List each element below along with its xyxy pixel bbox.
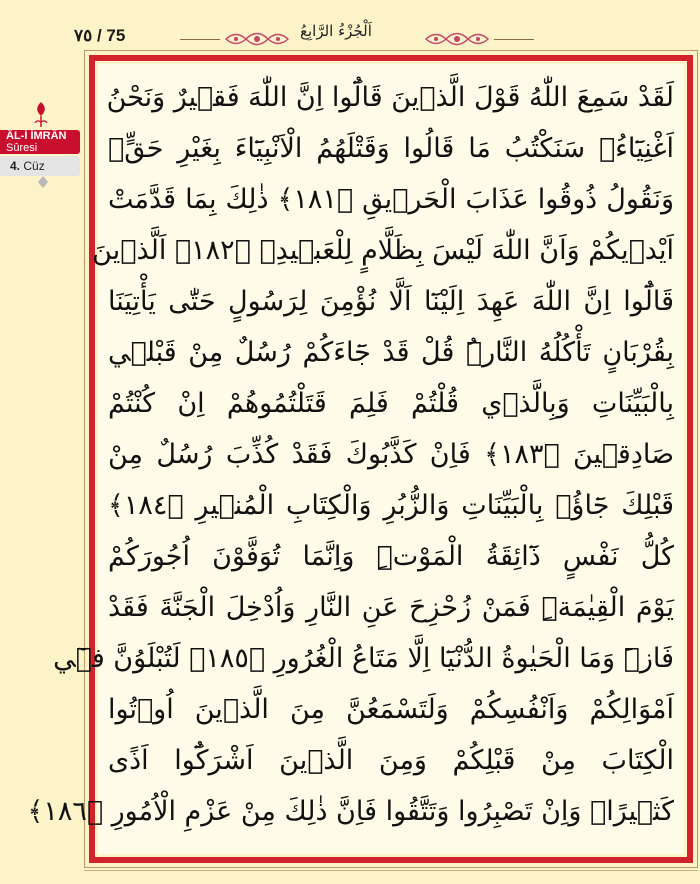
verse-line: كَث۪يرًاۜ وَاِنْ تَصْبِرُوا وَتَتَّقُوا فَاِنَّ ذٰلِكَ مِنْ عَزْمِ الْاُمُورِ ﴿١٨٦﴾ (27, 796, 674, 827)
verse-line: قَبْلِكَ جَٓاؤُ۫ بِالْبَيِّنَاتِ وَالزُّبُرِ وَالْكِتَابِ الْمُن۪يرِ ﴿١٨٤﴾ (108, 490, 674, 521)
page-header (0, 0, 700, 56)
verse-line: اَغْنِيَٓاءُۢ سَنَكْتُبُ مَا قَالُوا وَقَتْلَهُمُ الْاَنْبِيَٓاءَ بِغَيْرِ حَقٍّۙ (108, 133, 674, 164)
bottom-rule (84, 870, 698, 871)
juz-label: Cüz (23, 159, 45, 173)
juz-title: اَلْجُزْءُ الرَّابِعُ (300, 22, 372, 40)
diamond-icon (38, 176, 48, 188)
header-rule-left (180, 39, 220, 40)
juz-number: 4. (10, 159, 21, 173)
header-rule-right (494, 39, 534, 40)
ornament-left-icon (222, 28, 292, 50)
verse-line: فَازَۜ وَمَا الْحَيٰوةُ الدُّنْيَٓا اِلَّا مَتَاعُ الْغُرُورِ ﴿١٨٥﴾ لَتُبْلَوُنَّ ف۪ٓي (53, 643, 674, 674)
verse-line: يَوْمَ الْقِيٰمَةِۜ فَمَنْ زُحْزِحَ عَنِ النَّارِ وَاُدْخِلَ الْجَنَّةَ فَقَدْ (108, 592, 674, 623)
surah-label: Sûresi (6, 142, 38, 154)
verse-line: كُلُّ نَفْسٍ ذَٓائِقَةُ الْمَوْتِۜ وَاِنَّمَا تُوَفَّوْنَ اُجُورَكُمْ (108, 541, 674, 572)
verse-line: الْكِتَابَ مِنْ قَبْلِكُمْ وَمِنَ الَّذ۪ينَ اَشْرَكُٓوا اَذًى (108, 745, 674, 776)
verse-line: وَنَقُولُ ذُوقُوا عَذَابَ الْحَر۪يقِ ﴿١٨١﴾ ذٰلِكَ بِمَا قَدَّمَتْ (108, 184, 674, 215)
verse-line: اَمْوَالِكُمْ وَاَنْفُسِكُمْ وَلَتَسْمَعُنَّ مِنَ الَّذ۪ينَ اُو۫تُوا (108, 694, 674, 725)
tulip-icon (33, 100, 49, 128)
verse-line: بِقُرْبَانٍ تَأْكُلُهُ النَّارُۜ قُلْ قَدْ جَٓاءَكُمْ رُسُلٌ مِنْ قَبْل۪ي (108, 337, 674, 368)
verse-line: قَالُٓوا اِنَّ اللّٰهَ عَهِدَ اِلَيْنَٓا اَلَّا نُؤْمِنَ لِرَسُولٍ حَتّٰى يَأْتِيَنَا (108, 286, 674, 317)
verse-line: اَيْد۪يكُمْ وَاَنَّ اللّٰهَ لَيْسَ بِظَلَّامٍ لِلْعَب۪يدِۚ ﴿١٨٢﴾ اَلَّذ۪ينَ (92, 235, 674, 266)
ornament-right-icon (422, 28, 492, 50)
juz-indicator (10, 159, 45, 173)
verse-line: لَقَدْ سَمِعَ اللّٰهُ قَوْلَ الَّذ۪ينَ قَالُٓوا اِنَّ اللّٰهَ فَق۪يرٌ وَنَحْنُ (106, 82, 674, 113)
surah-name: ÂL-İ İMRÂN (6, 130, 67, 142)
page-number: ٧٥ / 75 (74, 26, 126, 45)
verse-line: صَادِق۪ينَ ﴿١٨٣﴾ فَاِنْ كَذَّبُوكَ فَقَدْ كُذِّبَ رُسُلٌ مِنْ (108, 439, 674, 470)
verse-line: بِالْبَيِّنَاتِ وَبِالَّذ۪ي قُلْتُمْ فَلِمَ قَتَلْتُمُوهُمْ اِنْ كُنْتُمْ (108, 388, 674, 419)
